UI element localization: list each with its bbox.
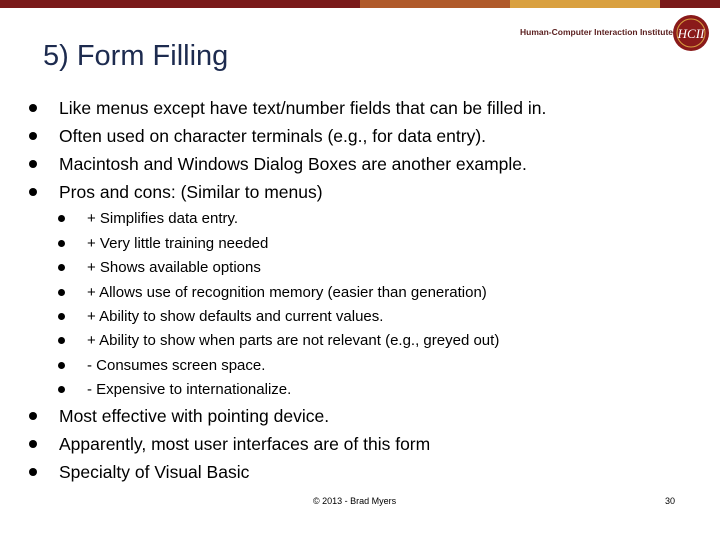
bullet-item [59,182,323,203]
bullet-text: Apparently, most user interfaces are of this form [59,434,431,454]
bullet-text: Specialty of Visual Basic [59,462,250,482]
footer-copyright: © 2013 - Brad Myers [313,496,397,506]
sub-bullet-item [87,357,265,374]
bullet-item [59,462,249,483]
bullet-item [59,98,546,119]
bullet-item [59,434,430,455]
bullet-icon [29,160,37,168]
bullet-icon [29,440,37,448]
header-color-bar [0,0,720,8]
bullet-icon [29,412,37,420]
sub-bullet-icon [58,264,65,271]
sub-bullet-icon [58,215,65,222]
sub-bullet-text: + Very little training needed [87,235,269,252]
sub-bullet-icon [58,386,65,393]
sub-bullet-text: + Ability to show when parts are not relevant (e.g., greyed out) [87,332,500,349]
bullet-text: Most effective with pointing device. [59,406,330,426]
hcii-logo [670,10,712,54]
bullet-icon [29,104,37,112]
sub-bullet-item [87,308,383,325]
sub-bullet-text: + Simplifies data entry. [87,210,239,227]
bullet-icon [29,132,37,140]
sub-bullet-text: + Shows available options [87,259,261,276]
slide-title: 5) Form Filling [43,40,229,72]
logo-text: HCII [677,26,705,41]
sub-bullet-icon [58,362,65,369]
sub-bullet-text: + Ability to show defaults and current values. [87,308,384,325]
bullet-text: Macintosh and Windows Dialog Boxes are another example. [59,154,527,174]
sub-bullet-text: + Allows use of recognition memory (easier than generation) [87,284,487,301]
sub-bullet-icon [58,240,65,247]
bullet-icon [29,188,37,196]
bullet-text: Often used on character terminals (e.g., for data entry). [59,126,487,146]
institute-name: Human-Computer Interaction Institute [520,27,674,37]
bullet-item [59,406,329,427]
page-number: 30 [665,496,676,506]
header-bar-segment [0,0,360,8]
header-bar-segment [360,0,510,8]
header-bar-segment [660,0,720,8]
sub-bullet-icon [58,289,65,296]
bullet-text: Pros and cons: (Similar to menus) [59,182,323,202]
bullet-icon [29,468,37,476]
bullet-text: Like menus except have text/number fields that can be filled in. [59,98,547,118]
sub-bullet-item [87,284,487,301]
sub-bullet-item [87,259,261,276]
sub-bullet-item [87,381,291,398]
header-bar-segment [510,0,660,8]
bullet-item [59,154,527,175]
sub-bullet-item [87,235,268,252]
sub-bullet-item [87,332,499,349]
sub-bullet-text: - Expensive to internationalize. [87,381,292,398]
sub-bullet-icon [58,337,65,344]
bullet-item [59,126,486,147]
sub-bullet-text: - Consumes screen space. [87,357,266,374]
sub-bullet-item [87,210,238,227]
sub-bullet-icon [58,313,65,320]
